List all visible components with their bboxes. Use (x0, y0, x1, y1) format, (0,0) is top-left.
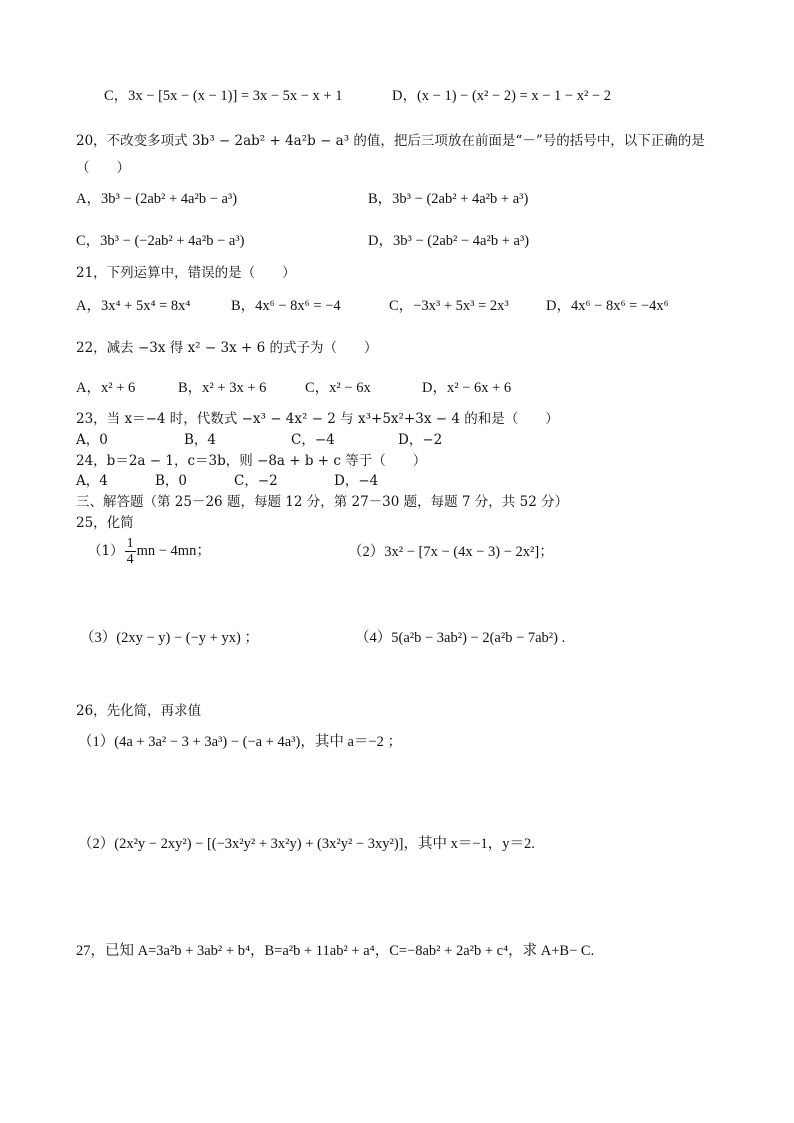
q23-option-a: A，0 (76, 432, 108, 448)
q24-option-c: C，−2 (234, 473, 278, 489)
q19-option-d: D，(x − 1) − (x² − 2) = x − 1 − x² − 2 (392, 88, 611, 104)
q21-option-d: D，4x⁶ − 8x⁶ = −4x⁶ (546, 298, 669, 314)
q26-part-2: （2）(2x²y − 2xy²) − [(−3x²y² + 3x²y) + (3x²y² − 3xy²)]，其中 x＝−1，y＝2. (78, 836, 535, 852)
q27-stem: 27，已知 A=3a²b + 3ab² + b⁴，B=a²b + 11ab² + a⁴，C=−8ab² + 2a²b + c⁴，求 A+B− C. (76, 943, 595, 959)
q25-part-2: （2）3x² − [7x − (4x − 3) − 2x²]； (348, 544, 554, 560)
q26-stem: 26，先化简，再求值 (76, 703, 202, 719)
q24-stem: 24，b＝2a − 1，c＝3b，则 −8a + b + c 等于（ ） (76, 453, 427, 469)
q21-stem: 21，下列运算中，错误的是（ ） (76, 265, 296, 281)
q25-part-1-label: （1） (88, 543, 124, 559)
q25-part-3: （3）(2xy − y) − (−y + yx) ； (80, 630, 259, 646)
q25-part-4: （4）5(a²b − 3ab²) − 2(a²b − 7ab²) . (355, 630, 566, 646)
fraction-one-quarter (125, 536, 136, 567)
q25-stem: 25，化简 (76, 515, 134, 531)
fraction-denominator: 4 (126, 552, 134, 567)
q22-option-c: C，x² − 6x (305, 380, 371, 396)
q22-option-b: B，x² + 3x + 6 (178, 380, 267, 396)
q23-stem: 23，当 x＝−4 时，代数式 −x³ − 4x² − 2 与 x³+5x²+3x − 4 的和是（ ） (76, 411, 559, 427)
section-3-heading: 三、解答题（第 25－26 题，每题 12 分，第 27－30 题，每题 7 分，共 52 分） (76, 494, 569, 510)
q22-option-d: D，x² − 6x + 6 (422, 380, 512, 396)
q25-part-1 (88, 536, 211, 567)
fraction-numerator: 1 (126, 536, 134, 551)
q20-option-a: A，3b³ − (2ab² + 4a²b − a³) (76, 191, 238, 207)
q26-part-1: （1）(4a + 3a² − 3 + 3a³) − (−a + 4a³)，其中 a＝−2 ； (78, 734, 402, 750)
q23-option-d: D，−2 (398, 432, 443, 448)
q22-stem: 22，减去 −3x 得 x² − 3x + 6 的式子为（ ） (76, 340, 378, 356)
q24-option-d: D，−4 (334, 473, 379, 489)
q23-option-c: C，−4 (291, 432, 335, 448)
q20-option-b: B，3b³ − (2ab² + 4a²b + a³) (368, 191, 529, 207)
q20-option-c: C，3b³ − (−2ab² + 4a²b − a³) (76, 233, 245, 249)
q24-option-a: A，4 (76, 473, 108, 489)
q20-option-d: D，3b³ − (2ab² − 4a²b + a³) (368, 233, 530, 249)
q24-option-b: B，0 (155, 473, 188, 489)
q19-option-c: C，3x − [5x − (x − 1)] = 3x − 5x − x + 1 (104, 88, 343, 104)
q21-option-a: A，3x⁴ + 5x⁴ = 8x⁴ (76, 298, 191, 314)
q23-option-b: B，4 (184, 432, 217, 448)
q21-option-c: C，−3x³ + 5x³ = 2x³ (389, 298, 509, 314)
q20-blank: （ ） (76, 160, 130, 176)
q22-option-a: A，x² + 6 (76, 380, 136, 396)
q25-part-1-expression: mn − 4mn； (136, 543, 211, 559)
q20-stem: 20，不改变多项式 3b³ − 2ab² + 4a²b − a³ 的值，把后三项放在前面是“－”号的括号中，以下正确的是 (76, 133, 705, 149)
q21-option-b: B，4x⁶ − 8x⁶ = −4 (231, 298, 341, 314)
